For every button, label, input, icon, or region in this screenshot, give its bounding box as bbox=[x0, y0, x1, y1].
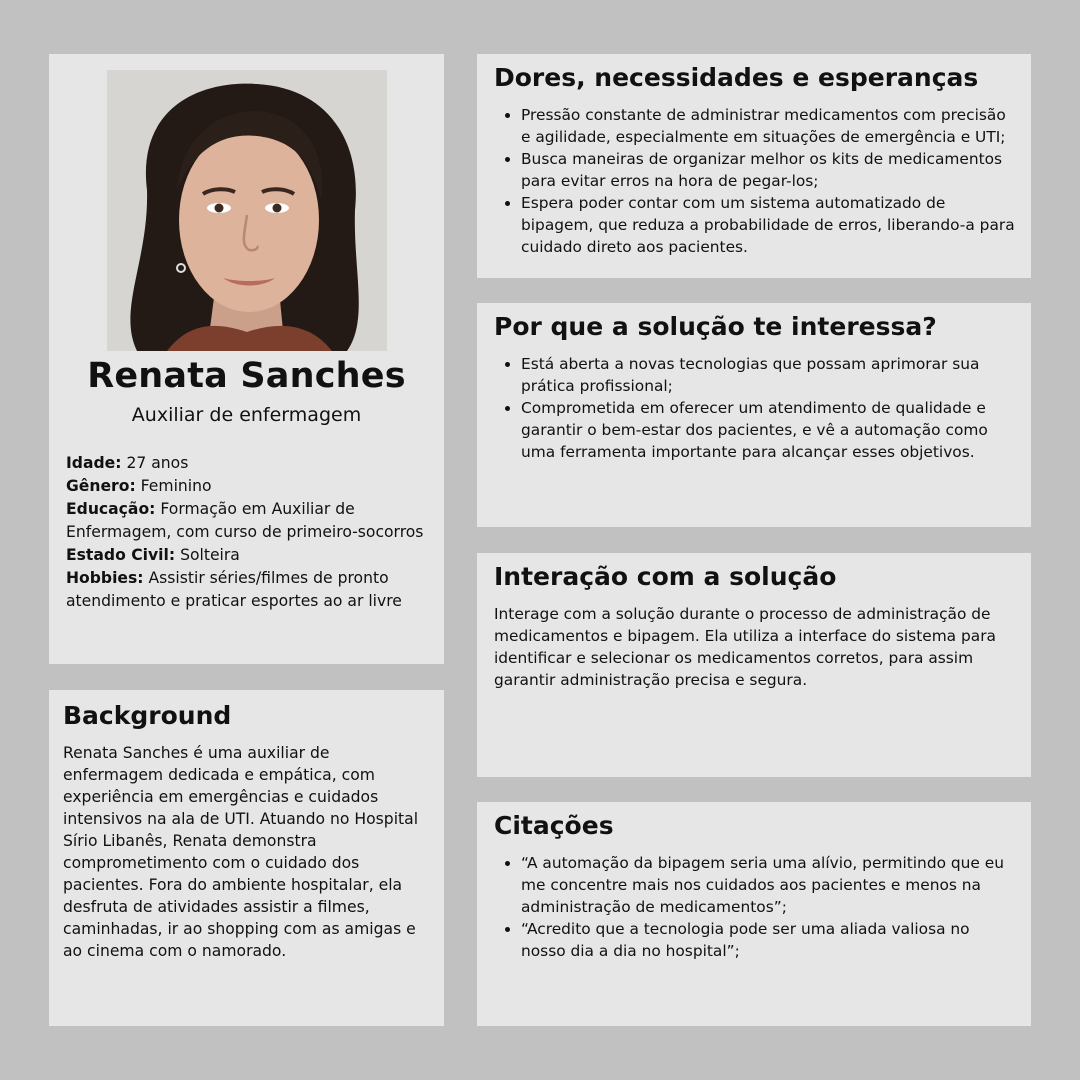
detail-gender bbox=[66, 475, 434, 498]
list-item: “Acredito que a tecnologia pode ser uma aliada valiosa no nosso dia a dia no hospital”; bbox=[494, 918, 1015, 962]
background-card bbox=[49, 690, 444, 1026]
quotes-list bbox=[494, 852, 1015, 962]
detail-marital-status bbox=[66, 544, 434, 567]
list-item: “A automação da bipagem seria uma alívio, permitindo que eu me concentre mais nos cuidados aos pacientes e menos na administração de medicamentos”; bbox=[494, 852, 1015, 918]
list-item: Pressão constante de administrar medicamentos com precisão e agilidade, especialmente em situações de emergência e UTI; bbox=[494, 104, 1015, 148]
detail-label: Educação: bbox=[66, 500, 156, 518]
detail-value: Feminino bbox=[140, 477, 212, 495]
why-card bbox=[477, 303, 1031, 527]
why-title: Por que a solução te interessa? bbox=[494, 312, 937, 341]
list-item: Busca maneiras de organizar melhor os kits de medicamentos para evitar erros na hora de pegar-los; bbox=[494, 148, 1015, 192]
detail-hobbies bbox=[66, 567, 434, 613]
list-item: Espera poder contar com um sistema automatizado de bipagem, que reduza a probabilidade de erros, liberando-a para cuidado direto aos pacientes. bbox=[494, 192, 1015, 258]
detail-value: 27 anos bbox=[126, 454, 189, 472]
detail-value: Assistir séries/filmes de pronto atendimento e praticar esportes ao ar livre bbox=[66, 569, 402, 610]
interaction-card bbox=[477, 553, 1031, 777]
detail-label: Estado Civil: bbox=[66, 546, 176, 564]
detail-education bbox=[66, 498, 434, 544]
persona-role: Auxiliar de enfermagem bbox=[131, 404, 362, 426]
pains-title: Dores, necessidades e esperanças bbox=[494, 63, 979, 92]
persona-details bbox=[66, 452, 434, 613]
detail-value: Formação em Auxiliar de Enfermagem, com curso de primeiro-socorros bbox=[66, 500, 424, 541]
woman-portrait-icon bbox=[107, 70, 387, 351]
list-item: Comprometida em oferecer um atendimento de qualidade e garantir o bem-estar dos pacientes, e vê a automação como uma ferramenta importante para alcançar esses objetivos. bbox=[494, 397, 1015, 463]
why-list bbox=[494, 353, 1015, 463]
detail-label: Idade: bbox=[66, 454, 122, 472]
persona-name: Renata Sanches bbox=[87, 356, 406, 396]
pains-card bbox=[477, 54, 1031, 278]
interaction-text: Interage com a solução durante o processo de administração de medicamentos e bipagem. Ela utiliza a interface do sistema para identificar e selecionar os medicamentos corretos, para assim garantir administração precisa e segura. bbox=[494, 605, 996, 689]
detail-label: Hobbies: bbox=[66, 569, 144, 587]
quotes-title: Citações bbox=[494, 811, 614, 840]
detail-age bbox=[66, 452, 434, 475]
background-title: Background bbox=[63, 701, 232, 730]
pains-list bbox=[494, 104, 1015, 258]
detail-value: Solteira bbox=[180, 546, 240, 564]
detail-label: Gênero: bbox=[66, 477, 136, 495]
profile-photo bbox=[107, 70, 387, 351]
list-item: Está aberta a novas tecnologias que possam aprimorar sua prática profissional; bbox=[494, 353, 1015, 397]
quotes-card bbox=[477, 802, 1031, 1026]
profile-card bbox=[49, 54, 444, 664]
interaction-title: Interação com a solução bbox=[494, 562, 837, 591]
background-text: Renata Sanches é uma auxiliar de enfermagem dedicada e empática, com experiência em emergências e cuidados intensivos na ala de UTI. Atuando no Hospital Sírio Libanês, Renata demonstra comprometimento com o cuidado dos pacientes. Fora do ambiente hospitalar, ela desfruta de atividades assistir a filmes, caminhadas, ir ao shopping com as amigas e ao cinema com o namorado. bbox=[63, 744, 419, 960]
